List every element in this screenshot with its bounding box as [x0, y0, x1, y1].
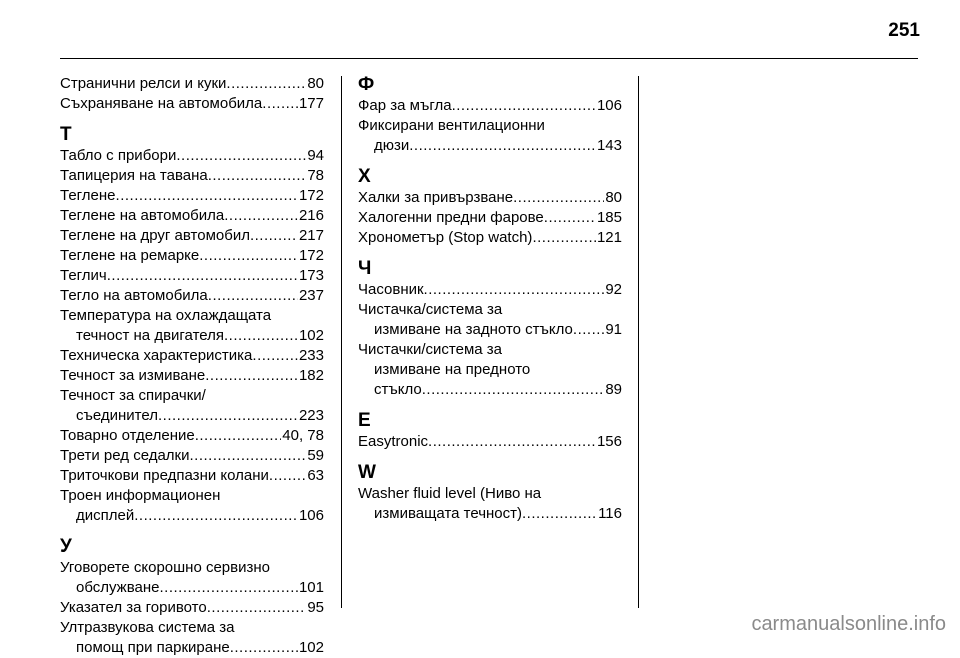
dot-leader: [160, 578, 298, 598]
index-entry: [358, 188, 622, 208]
dot-leader: [422, 380, 605, 400]
index-entry-text: Easytronic: [358, 433, 429, 450]
index-entry: [60, 266, 324, 286]
index-entry-text: измиване на задното стъкло: [374, 321, 573, 338]
index-entry: [358, 340, 622, 400]
index-entry-text: Теглене на ремарке: [60, 247, 200, 264]
index-entry: [60, 346, 324, 366]
dot-leader: [250, 226, 298, 246]
index-entry-page[interactable]: 143: [596, 137, 622, 154]
index-entry: [358, 116, 622, 156]
index-entry-text: Часовник: [358, 281, 424, 298]
index-column-1: [60, 74, 324, 658]
index-entry: [60, 426, 324, 446]
index-letter-heading: E: [358, 410, 371, 431]
dot-leader: [424, 280, 605, 300]
index-entry-page[interactable]: 173: [298, 267, 324, 284]
index-entry: [60, 186, 324, 206]
dot-leader: [176, 146, 306, 166]
index-entry: [60, 306, 324, 346]
index-entry-text: стъкло: [374, 381, 422, 398]
index-entry-page[interactable]: 172: [298, 247, 324, 264]
index-letter-heading: Т: [60, 124, 72, 145]
index-entry: [60, 246, 324, 266]
dot-leader: [573, 320, 604, 340]
index-entry-heading-text: Чистачка/система за: [358, 301, 503, 318]
index-entry: [358, 484, 622, 524]
index-entry-text: Триточкови предпазни колани: [60, 467, 269, 484]
index-letter-heading: W: [358, 462, 376, 483]
watermark: carmanualsonline.info: [751, 613, 946, 635]
dot-leader: [522, 504, 597, 524]
dot-leader: [208, 166, 307, 186]
index-letter-heading: Х: [358, 166, 371, 187]
index-entry: [60, 486, 324, 526]
dot-leader: [116, 186, 298, 206]
index-column-2: [358, 74, 622, 524]
index-entry-page[interactable]: 78: [307, 167, 324, 184]
dot-leader: [544, 208, 596, 228]
index-entry-page[interactable]: 106: [596, 97, 622, 114]
dot-leader: [205, 366, 298, 386]
index-entry: [358, 208, 622, 228]
index-entry-text: Теглене на друг автомобил: [60, 227, 250, 244]
index-entry-page[interactable]: 63: [307, 467, 324, 484]
index-entry-page[interactable]: 237: [298, 287, 324, 304]
dot-leader: [224, 206, 298, 226]
dot-leader: [224, 326, 298, 346]
index-entry-page[interactable]: 177: [298, 95, 324, 112]
index-entry: [60, 558, 324, 598]
header-rule: [60, 58, 918, 59]
index-entry-text: Халки за привързване: [358, 189, 514, 206]
index-entry: [358, 96, 622, 116]
index-entry-page[interactable]: 80: [307, 75, 324, 92]
index-entry-text: Халогенни предни фарове: [358, 209, 544, 226]
index-entry-text: Течност за измиване: [60, 367, 206, 384]
dot-leader: [452, 96, 596, 116]
index-entry-text: Хронометър (Stop watch): [358, 229, 533, 246]
index-entry-page[interactable]: 102: [298, 639, 324, 656]
index-entry-page[interactable]: 94: [307, 147, 324, 164]
index-entry: [358, 300, 622, 340]
dot-leader: [190, 446, 307, 466]
index-entry-text: помощ при паркиране: [76, 639, 230, 656]
index-entry-text: Тегло на автомобила: [60, 287, 208, 304]
index-entry-text: измиващата течност): [374, 505, 523, 522]
index-entry: [60, 366, 324, 386]
index-entry-page[interactable]: 101: [298, 579, 324, 596]
index-entry-text: Трети ред седалки: [60, 447, 190, 464]
dot-leader: [107, 266, 298, 286]
index-entry-page[interactable]: 223: [298, 407, 324, 424]
dot-leader: [409, 136, 596, 156]
index-entry-page[interactable]: 59: [307, 447, 324, 464]
index-entry-page[interactable]: 40, 78: [282, 427, 324, 444]
index-entry-heading-text: Ултразвукова система за: [60, 619, 235, 636]
dot-leader: [195, 426, 282, 446]
index-entry: [60, 74, 324, 94]
index-entry-text: Тапицерия на тавана: [60, 167, 208, 184]
index-entry-page[interactable]: 80: [605, 189, 622, 206]
index-entry: [60, 618, 324, 658]
dot-leader: [226, 74, 306, 94]
index-entry-heading-text: Фиксирани вентилационни: [358, 117, 545, 134]
dot-leader: [158, 406, 298, 426]
index-entry-page[interactable]: 216: [298, 207, 324, 224]
index-entry: [60, 598, 324, 618]
index-entry-text: дюзи: [374, 137, 410, 154]
index-entry-text: Теглене на автомобила: [60, 207, 225, 224]
index-entry-page[interactable]: 156: [596, 433, 622, 450]
index-entry-text: дисплей: [76, 507, 135, 524]
dot-leader: [532, 228, 596, 248]
index-entry: [358, 228, 622, 248]
index-entry-page[interactable]: 172: [298, 187, 324, 204]
index-letter-heading: У: [60, 536, 72, 557]
index-entry-text: Фар за мъгла: [358, 97, 452, 114]
index-letter-heading: Ф: [358, 74, 375, 95]
index-entry-text: течност на двигателя: [76, 327, 224, 344]
index-entry-page[interactable]: 92: [605, 281, 622, 298]
index-entry-heading-text: Температура на охлаждащата: [60, 307, 272, 324]
index-entry-page[interactable]: 182: [298, 367, 324, 384]
index-entry-heading-text: измиване на предното: [374, 361, 531, 378]
index-entry-page[interactable]: 89: [605, 381, 622, 398]
index-entry-heading-text: Течност за спирачки/: [60, 387, 206, 404]
index-entry-page[interactable]: 217: [298, 227, 324, 244]
column-divider: [638, 76, 639, 608]
index-entry: [60, 446, 324, 466]
index-entry: [60, 166, 324, 186]
index-entry: [60, 206, 324, 226]
dot-leader: [208, 286, 298, 306]
dot-leader: [269, 466, 306, 486]
index-entry-page[interactable]: 91: [605, 321, 622, 338]
dot-leader: [262, 94, 298, 114]
index-entry-page[interactable]: 185: [596, 209, 622, 226]
dot-leader: [513, 188, 604, 208]
index-entry: [358, 432, 622, 452]
index-entry: [358, 280, 622, 300]
index-entry-text: Съхраняване на автомобила: [60, 95, 263, 112]
index-entry-page[interactable]: 121: [596, 229, 622, 246]
index-entry-text: Товарно отделение: [60, 427, 195, 444]
index-entry-text: Табло с прибори: [60, 147, 177, 164]
index-letter-heading: Ч: [358, 258, 372, 279]
index-entry-heading-text: Washer fluid level (Ниво на: [358, 485, 542, 502]
dot-leader: [134, 506, 298, 526]
dot-leader: [428, 432, 596, 452]
index-entry-text: Техническа характеристика: [60, 347, 253, 364]
index-entry-page[interactable]: 102: [298, 327, 324, 344]
index-entry-heading-text: Троен информационен: [60, 487, 221, 504]
page-number: 251: [888, 20, 920, 41]
index-entry-text: Странични релси и куки: [60, 75, 227, 92]
dot-leader: [199, 246, 298, 266]
index-entry-text: обслужване: [76, 579, 160, 596]
index-entry: [60, 386, 324, 426]
index-entry-text: Теглене: [60, 187, 116, 204]
index-entry-page[interactable]: 95: [307, 599, 324, 616]
column-divider: [341, 76, 342, 608]
index-entry-text: Теглич: [60, 267, 107, 284]
index-entry-heading-text: Уговорете скорошно сервизно: [60, 559, 270, 576]
dot-leader: [230, 638, 298, 658]
index-entry: [60, 146, 324, 166]
index-entry-page[interactable]: 106: [298, 507, 324, 524]
dot-leader: [207, 598, 307, 618]
dot-leader: [252, 346, 298, 366]
index-entry-heading-text: Чистачки/система за: [358, 341, 502, 358]
index-entry-text: Указател за горивото: [60, 599, 207, 616]
index-entry: [60, 94, 324, 114]
index-entry: [60, 226, 324, 246]
index-entry-page[interactable]: 233: [298, 347, 324, 364]
index-entry-page[interactable]: 116: [598, 505, 622, 522]
index-entry: [60, 286, 324, 306]
index-entry-text: съединител: [76, 407, 158, 424]
index-entry: [60, 466, 324, 486]
